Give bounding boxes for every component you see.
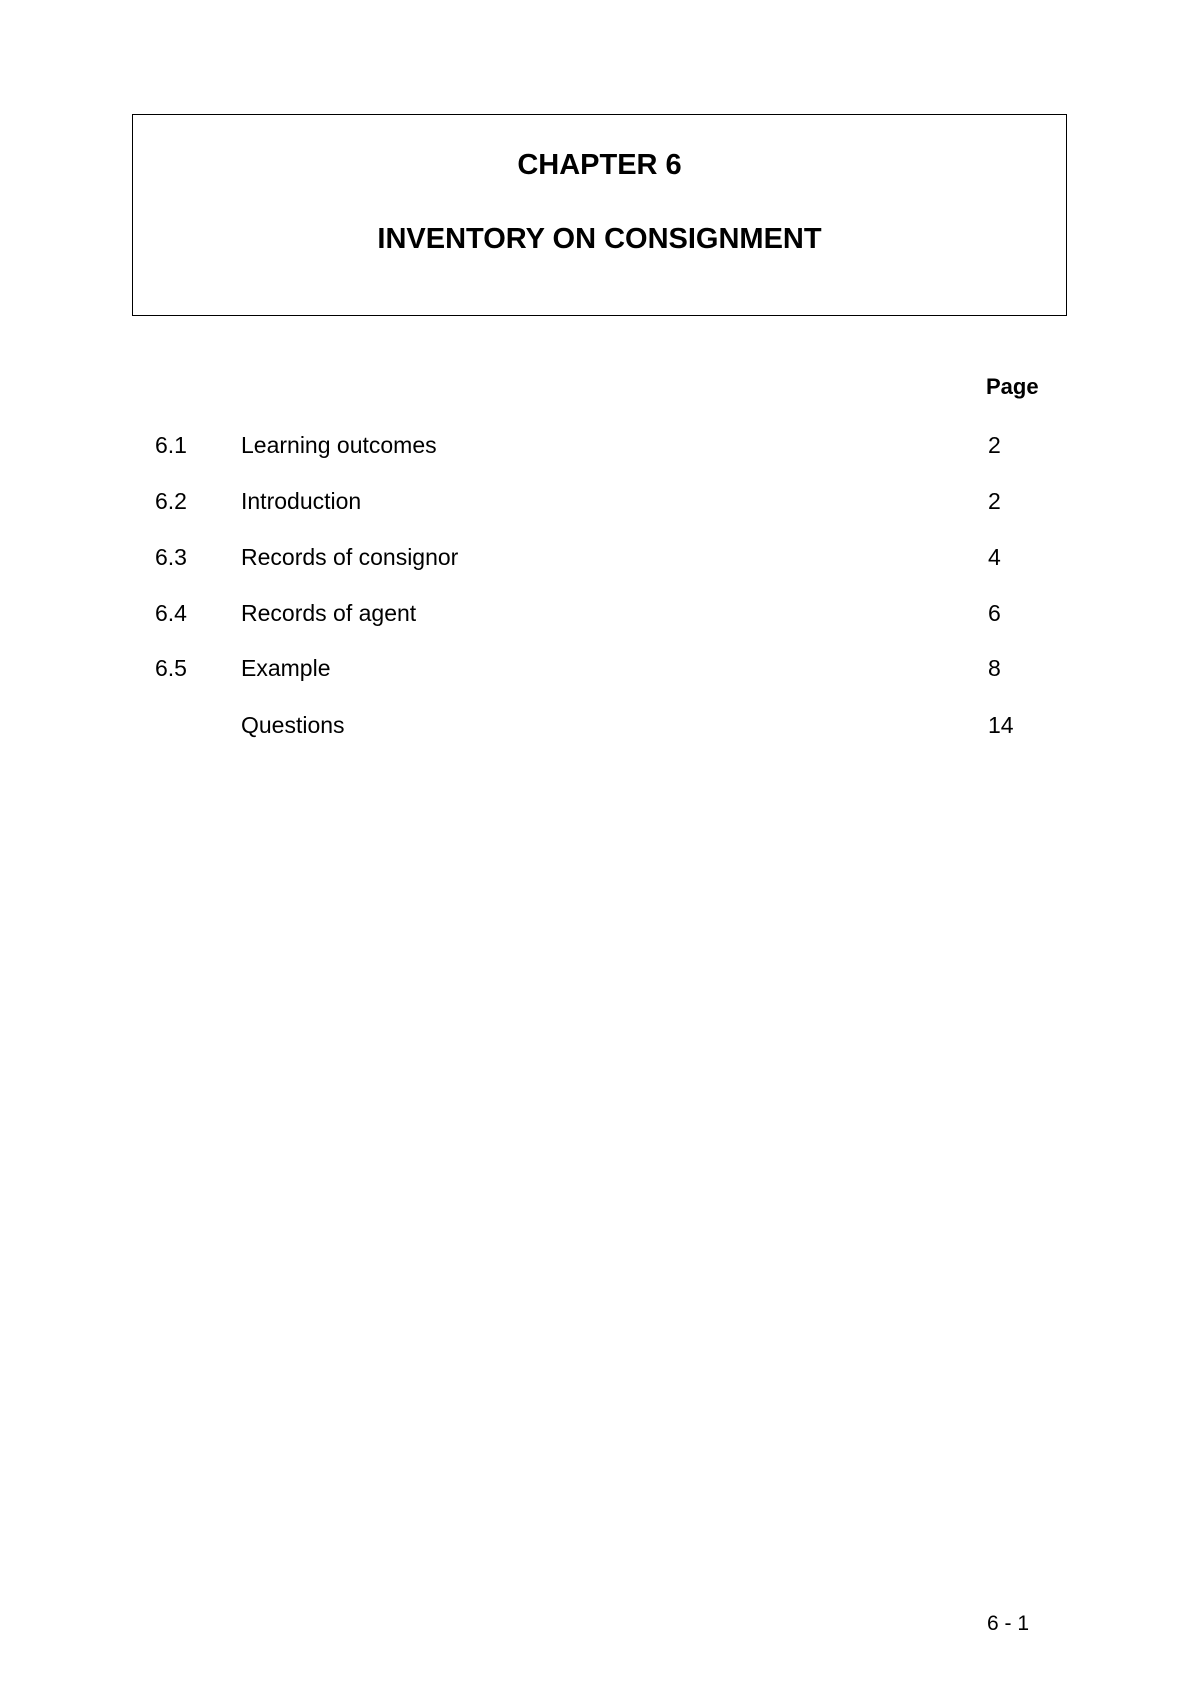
toc-entry-page: 4: [988, 544, 1001, 570]
toc-entry-number: 6.4: [155, 600, 187, 626]
toc-entry-page: 8: [988, 655, 1001, 681]
toc-entry-page: 2: [988, 488, 1001, 514]
toc-entry: [0, 710, 1200, 740]
toc-entry: [0, 430, 1200, 460]
toc-entry-number: 6.1: [155, 432, 187, 458]
toc-entry-number: 6.5: [155, 655, 187, 681]
toc-entry-label: Example: [241, 655, 331, 681]
toc-entry-label: Records of consignor: [241, 544, 459, 570]
toc-entry-number: 6.3: [155, 544, 187, 570]
footer-page-number: 6 - 1: [987, 1612, 1030, 1635]
toc-entry-label: Introduction: [241, 488, 362, 514]
toc-entry-page: 2: [988, 432, 1001, 458]
toc-entry: [0, 598, 1200, 628]
toc-entry-page: 6: [988, 600, 1001, 626]
toc-entry-number: 6.2: [155, 488, 187, 514]
chapter-title: INVENTORY ON CONSIGNMENT: [377, 223, 822, 255]
toc-entry: [0, 542, 1200, 572]
toc-entry: [0, 653, 1200, 683]
toc-entry-page: 14: [988, 712, 1014, 738]
toc-entry-label: Records of agent: [241, 600, 417, 626]
toc-page-column-heading: Page: [986, 374, 1039, 399]
chapter-title-box: [132, 114, 1067, 316]
toc-entry-label: Questions: [241, 712, 345, 738]
toc-entry: [0, 486, 1200, 516]
toc-entry-label: Learning outcomes: [241, 432, 437, 458]
chapter-number: CHAPTER 6: [517, 149, 682, 181]
